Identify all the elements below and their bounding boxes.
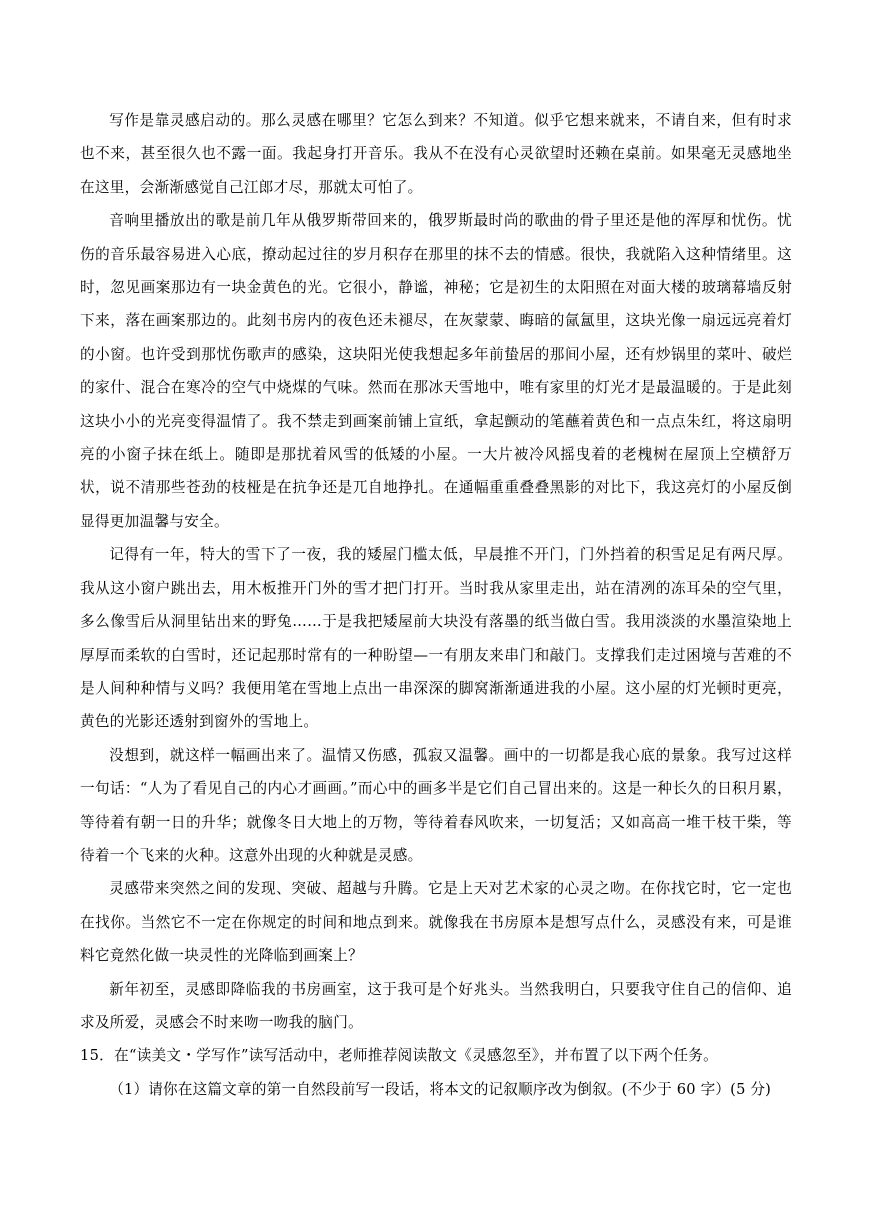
reading-passage: [80, 104, 792, 1106]
paragraph-2: 音响里播放出的歌是前几年从俄罗斯带回来的，俄罗斯最时尚的歌曲的骨子里还是他的浑厚和忧伤。忧伤的音乐最容易进入心底，撩动起过往的岁月积存在那里的抹不去的情感。很快，我就陷入这种情绪里。这时，忽见画案那边有一块金黄色的光。它很小，静谧，神秘；它是初生的太阳照在对面大楼的玻璃幕墙反射下来，落在画案那边的。此刻书房内的夜色还未褪尽，在灰蒙蒙、晦暗的氤氲里，这块光像一扇远远亮着灯的小窗。也许受到那忧伤歌声的感染，这块阳光使我想起多年前蛰居的那间小屋，还有炒锅里的菜叶、破烂的家什、混合在寒冷的空气中烧煤的气味。然而在那冰天雪地中，唯有家里的灯光才是最温暖的。于是此刻这块小小的光亮变得温情了。我不禁走到画案前铺上宣纸，拿起颤动的笔蘸着黄色和一点点朱红，将这扇明亮的小窗子抹在纸上。随即是那扰着风雪的低矮的小屋。一大片被冷风摇曳着的老槐树在屋顶上空横舒万状，说不清那些苍劲的枝桠是在抗争还是兀自地挣扎。在通幅重重叠叠黑影的对比下，我这亮灯的小屋反倒显得更加温馨与安全。: [80, 212, 792, 530]
paragraph-1: 写作是靠灵感启动的。那么灵感在哪里？它怎么到来？不知道。似乎它想来就来，不请自来，但有时求也不来，甚至很久也不露一面。我起身打开音乐。我从不在没有心灵欲望时还赖在桌前。如果毫无灵感地坐在这里，会渐渐感觉自己江郎才尽，那就太可怕了。: [80, 112, 792, 196]
paragraph-3: 记得有一年，特大的雪下了一夜，我的矮屋门槛太低，早晨推不开门，门外挡着的积雪足足有两尺厚。我从这小窗户跳出去，用木板推开门外的雪才把门打开。当时我从家里走出，站在清冽的冻耳朵的空气里，多么像雪后从洞里钻出来的野兔……于是我把矮屋前大块没有落墨的纸当做白雪。我用淡淡的水墨渲染地上厚厚而柔软的白雪时，还记起那时常有的一种盼望—一有朋友来串门和敲门。支撑我们走过困境与苦难的不是人间种种情与义吗？我便用笔在雪地上点出一串深深的脚窝渐渐通进我的小屋。这小屋的灯光顿时更亮，黄色的光影还透射到窗外的雪地上。: [80, 546, 792, 731]
paragraph-4: 没想到，就这样一幅画出来了。温情又伤感，孤寂又温馨。画中的一切都是我心底的景象。我写过这样一句话：“人为了看见自己的内心才画画。”而心中的画多半是它们自己冒出来的。这是一种长久的日积月累，等待着有朝一日的升华；就像冬日大地上的万物，等待着春风吹来，一切复活；又如高高一堆干枝干柴，等待着一个飞来的火种。这意外出现的火种就是灵感。: [80, 746, 792, 864]
paragraph-5: 灵感带来突然之间的发现、突破、超越与升腾。它是上天对艺术家的心灵之吻。在你找它时，它一定也在找你。当然它不一定在你规定的时间和地点到来。就像我在书房原本是想写点什么，灵感没有来，可是谁料它竟然化做一块灵性的光降临到画案上？: [80, 880, 792, 965]
question-15-sub-1: （1）请你在这篇文章的第一自然段前写一段话，将本文的记叙顺序改为倒叙。(不少于 60 字）(5 分): [109, 1080, 772, 1098]
paragraph-6: 新年初至，灵感即降临我的书房画室，这于我可是个好兆头。当然我明白，只要我守住自己的信仰、追求及所爱，灵感会不时来吻一吻我的脑门。: [80, 980, 792, 1031]
question-15-stem: 15．在“读美文・学写作”读写活动中，老师推荐阅读散文《灵感忽至》，并布置了以下两个任务。: [80, 1047, 719, 1065]
